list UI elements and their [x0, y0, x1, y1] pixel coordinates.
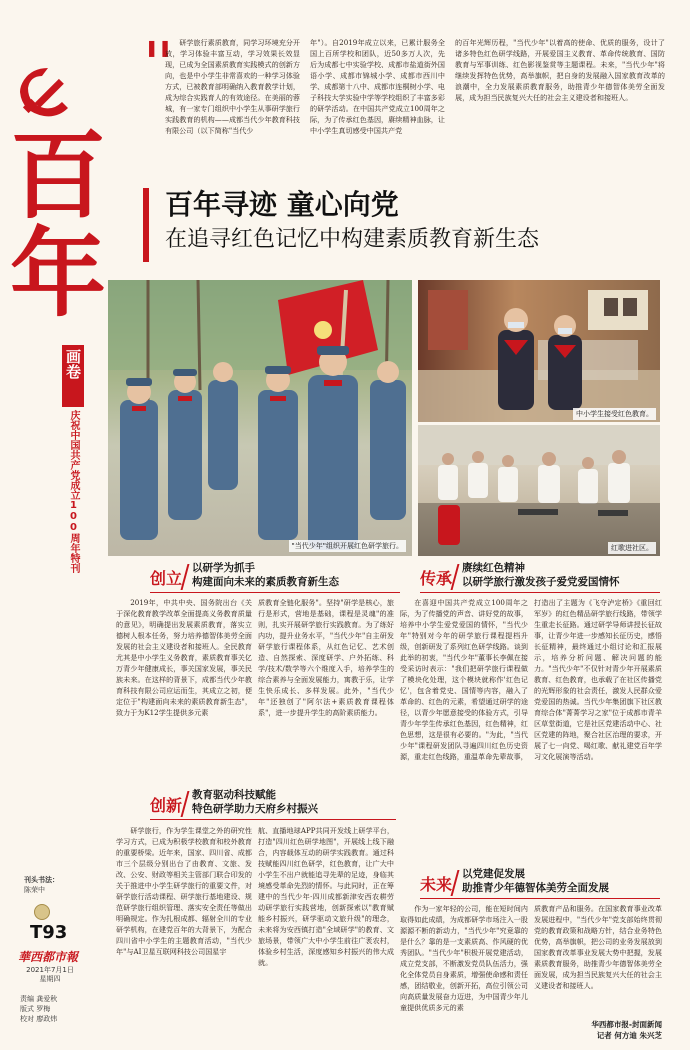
section-subtitle-chuangli: 以研学为抓手 构建面向未来的素质教育新生态 — [192, 562, 339, 588]
section-subtitle-weilai: 以党建促发展 助推青少年德智体美劳全面发展 — [462, 868, 609, 894]
party-emblem-icon — [14, 62, 74, 122]
credit-badge-icon — [34, 904, 50, 920]
weilai-column-1: 作为一家年轻的公司，能在短时间内取得如此成绩，为成都研学市场注入一股源源不断的新动力，"当代少年"究竟靠的是什么？靠的是一支素质高、作风硬的优秀团队。"当代少年"积极开展党建活动，成立党支部，不断激发党员队伍活力，强化全体党员自身素质，增强使命感和责任感，团结敬业，创新开拓，高位引领公司向高质量发展奋力迈进，为中国青少年儿童提供优质多元的素 — [400, 904, 528, 1012]
masthead-char-nian: 年 — [10, 218, 106, 330]
exhibit-illustration — [418, 280, 660, 422]
intro-column-1: 研学旅行素质教育，同学习环境充分开放，学习体验丰富互动，学习效果长效显现，已成为全国素质教育实践模式的创新方向，也是中小学生非常喜欢的一种学习体验方式，已被教育部明确纳入教育教学计划，成为综合实践育人的有效途径。在美丽的蓉城，有一家专门组织中小学生从事研学旅行实践教育的机构——成都当代少年教育科技有限公司（以下简称"当代少 — [165, 38, 300, 135]
chuangxin-column-1: 研学旅行，作为学生课堂之外的研究性学习方式，已成为积极学校教育和校外教育的重要桥梁。近年来，国家、四川省、成都市三个层级分别出台了由教育、文旅、发改、公安、财政等相关主管部门联合印发的关于推进中小学生研学旅行的重要文件，对研学旅行活动课程、研学旅行基地建设、规范研学旅行组织管理、落实安全责任等做出明确规定。作为扎根成都、辐射全川的专业研学机构，在建党百年的大背景下，为配合四川省中小学生的主题教育活动，"当代少年"与AI卫星互联网科技公司国星宇 — [116, 826, 252, 956]
section-tag-chuancheng: 传承 — [420, 569, 453, 588]
headline-block — [143, 188, 673, 262]
section-rule — [420, 592, 660, 593]
photo-red-song-community — [418, 425, 660, 556]
section-subtitle-chuancheng: 赓续红色精神 以研学旅行激发孩子爱党爱国情怀 — [462, 562, 620, 588]
exhibit-photo-caption: 中小学生接受红色教育。 — [573, 408, 656, 420]
chuancheng-column-2: 打造出了主题为《飞夺泸定桥》《重回红军岁》的红色精品研学旅行线路，带领学生重走长征路。通过研学导师讲授长征故事，让青少年进一步感知长征历史，感悟长征精神，最终通过小组讨论和汇报展示，培养分析问题、解决问题的能力。"当代少年"不仅针对青少年开展素质教育、红色教育，也承载了在社区传播党的光辉形象的社会责任，激发人民群众爱党爱国的热诚。当代少年集团旗下社区教育综合体"菁菁学习之家"位于成都市青羊区草堂街道，它是社区党建活动中心、社区党建的阵地，聚合社区治理的要求，开展了七一向党、喝红歌、献礼建党百年学习文化展演等活动。 — [534, 598, 662, 761]
page-number: T93 — [30, 922, 68, 943]
section-tag-huajuan: 画卷 — [62, 345, 84, 407]
issue-date: 2021年7月1日 星期四 — [26, 966, 74, 984]
chuancheng-column-1: 在喜迎中国共产党成立100周年之际，为了传播党的声音、讲好党的故事，培养中小学生爱党爱国的情怀，"当代少年"特别对今年的研学旅行课程提档升级，创新研发了系列红色研学线路。谈到此举的初衷，"当代少年"董事长李佩在接受采访时表示："我们把研学旅行课程做了模块化处理，这个模块就称作'红色记忆'，包含着党史、国情等内容，融入了革命的、红色的元素，希望通过研学的途径，以青少年愿意接受的体验方式，引导青少年学生传承红色基因，红色精神，红色思想，这是很有必要的。"为此，"当代少年"课程研发团队寻遍四川红色历史资源，重走红色线路，重温革命先辈故事， — [400, 598, 528, 761]
byline: 华西都市报-封面新闻 记者 何方迪 朱兴芝 — [591, 1020, 662, 1040]
calligraphy-credit: 刊头书法： 陈荣中 — [24, 876, 59, 894]
paper-name: 華西都市報 — [18, 950, 79, 964]
main-photo-caption: "当代少年"组织开展红色研学旅行。 — [289, 540, 406, 552]
masthead-char-bai: 百 — [10, 120, 106, 232]
intro-column-2: 年"）。自2019年成立以来，已累计服务全国上百所学校和团队，近50多万人次，先后为成都七中实验学校、成都市盐道街外国语小学、成都市锦城小学、成都市西川中学、成都第十八中、成都市连桐树小学、电子科技大学实验中学等学校组织了丰富多彩的研学活动。在中国共产党成立100周年之际，为了传承红色基因，赓续精神血脉，让中小学生真切感受中国共产党 — [310, 38, 445, 135]
concert-photo-caption: 红歌进社区。 — [608, 542, 656, 554]
headline-bar — [143, 188, 149, 262]
section-subtitle-chuangxin: 教育驱动科技赋能 特色研学助力天府乡村振兴 — [192, 789, 318, 815]
chuangxin-column-2: 航、直播地球APP共同开发线上研学平台，打造"四川红色研学地图"，开展线上线下融合，内容载体互动的研学实践教育。通过科技赋能四川红色研学，红色教育，让广大中小学生不出户就能追寻先辈的足迹，身临其境感受革命先烈的情怀。与此同时，正在筹建中的当代少年·四川成都新津安西农耕劳动研学旅行实践营地，创新探索以"教育赋能乡村振兴，研学驱动文旅升级"的理念，未来将为安西镇打造"全域研学"的教育、文旅场景，带领广大中小学生前往广袤农村，体验乡村生活，深度感知乡村振兴的伟大成就。 — [258, 826, 394, 967]
photo-students-exhibit — [418, 280, 660, 422]
intro-column-3: 的百年光辉历程，"当代少年"以着高的使命、优质的服务，设计了诸多特色红色研学线路，开展爱国主义教育、革命传统教育、国防教育与军事训练、红色影视鉴赏等主题课程。未来，"当代少年"将继续发挥特色优势，高举旗帜，把自身的发展融入国家教育改革的浪潮中，全力发展素质教育服务，助推青少年德智体美劳全面发展，成为担当民族复兴大任的社会主义建设者和接班人。 — [455, 38, 665, 102]
weilai-column-2: 质教育产品和服务。在国家教育事业改革发展进程中，"当代少年"党支部始终贯彻党的教育政策和战略方针，结合业务特色优势，高举旗帜，把公司的业务发展放到国家教育改革事业发展大势中把握，发展素质教育服务，助推青少年德智体美劳全面发展，成为担当民族复兴大任的社会主义建设者和接班人。 — [534, 904, 662, 990]
editor-credits: 责编 龚爱秋 版式 罗梅 校对 廖政炜 — [20, 995, 58, 1024]
special-issue-caption: 庆祝中国共产党成立100周年特刊 — [68, 410, 79, 573]
section-rule — [420, 898, 660, 899]
section-tag-weilai: 未来 — [420, 875, 453, 894]
section-tag-chuangli: 创立 — [150, 569, 183, 588]
chuangli-column-1: 2019年，中共中央、国务院出台《关于深化教育教学改革全面提高义务教育质量的意见》，明确提出发展素质教育，落实立德树人根本任务，努力培养德智体美劳全面发展的社会主义建设者和接班人。全民教育尤其是中小学生义务教育，素质教育事关亿万青少年健康成长，事关国家发展，事关民族未来。在这样的背景下，成都当代少年教育科技有限公司应运而生，其成立之初，便定位于"构建面向未来的素质教育新生态"，致力于为K12学生提供多元素 — [116, 598, 252, 717]
headline-subtitle: 在追寻红色记忆中构建素质教育新生态 — [165, 227, 540, 252]
main-photo-red-march — [108, 280, 412, 556]
section-rule — [150, 592, 400, 593]
section-rule — [150, 819, 396, 820]
march-illustration — [108, 280, 412, 556]
quote-mark-icon: ❚❚ — [145, 38, 172, 57]
concert-illustration — [418, 425, 660, 556]
section-tag-chuangxin: 创新 — [150, 796, 183, 815]
headline-title: 百年寻迹 童心向党 — [165, 188, 399, 221]
chuangli-column-2: 质教育全链化服务"。坚持"研学是核心，旅行是形式，营地是基础，课程是灵魂"的准则，扎实开展研学旅行实践教育。为了练好内功，提升业务水平，"当代少年"自主研发研学旅行课程体系，从红色记忆、艺术创造、自然探索、深度研学、户外拓练、科学/技术/数学等六个维度入手，培养学生的综合素养与全面发展能力，寓教于乐，让学生快乐成长、多样发展。此外，"当代少年"还独创了"阿尔法+素质教育课程体系"，进一步提升学生的高阶素质能力。 — [258, 598, 394, 717]
